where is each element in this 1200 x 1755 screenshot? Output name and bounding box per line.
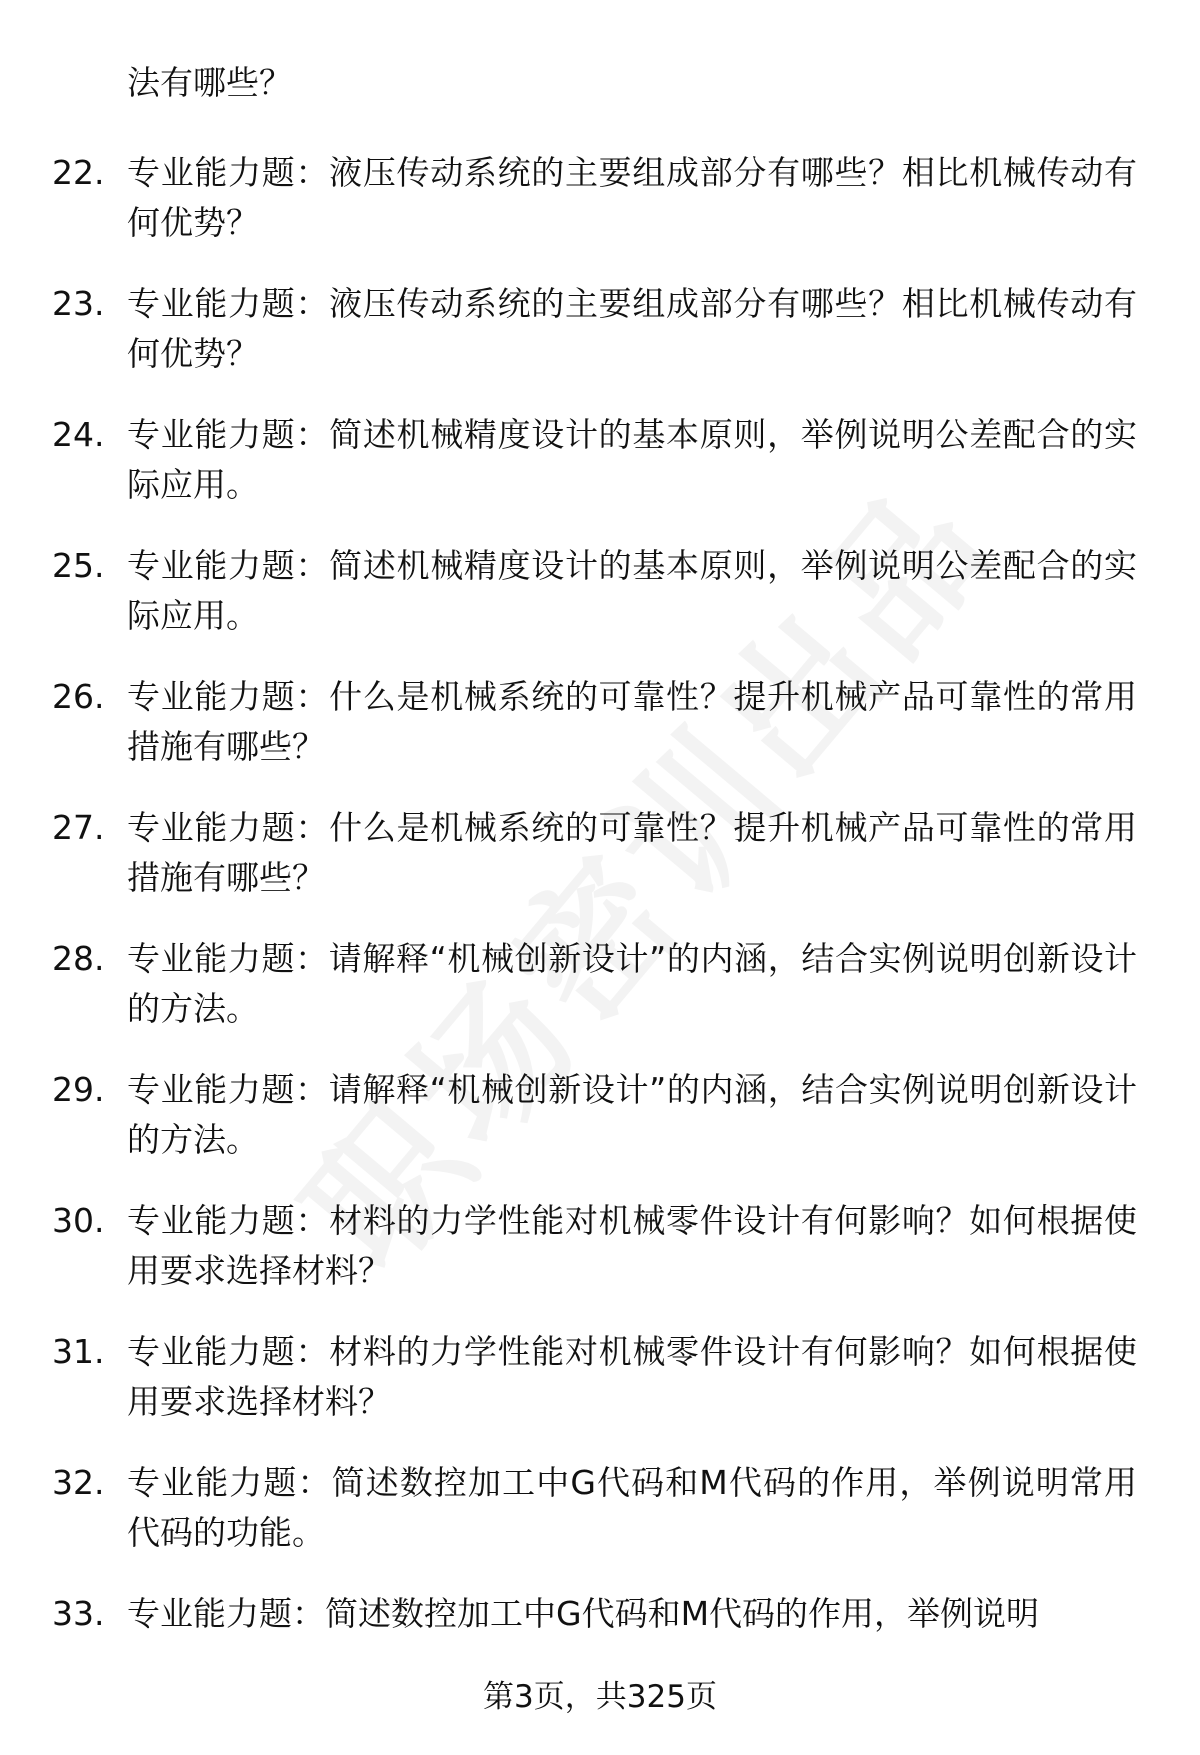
- question-text: 专业能力题：请解释“机械创新设计”的内涵，结合实例说明创新设计的方法。: [127, 939, 1137, 1028]
- list-item: [0, 279, 1200, 410]
- list-item: [0, 148, 1200, 279]
- question-number: 25.: [52, 546, 105, 585]
- question-number: 32.: [52, 1463, 105, 1502]
- question-number: 24.: [52, 415, 105, 454]
- list-item: [0, 541, 1200, 672]
- continuation-text: 法有哪些？: [127, 63, 292, 102]
- question-text: 专业能力题：简述数控加工中G代码和M代码的作用，举例说明: [127, 1594, 1040, 1633]
- list-item: [0, 1065, 1200, 1196]
- list-item: [0, 1458, 1200, 1589]
- question-number: 29.: [52, 1070, 105, 1109]
- question-text: 专业能力题：什么是机械系统的可靠性？提升机械产品可靠性的常用措施有哪些？: [127, 677, 1137, 766]
- question-number: 31.: [52, 1332, 105, 1371]
- question-number: 30.: [52, 1201, 105, 1240]
- page-footer: 第3页，共325页: [483, 1679, 717, 1715]
- question-number: 33.: [52, 1594, 105, 1633]
- question-text: 专业能力题：简述机械精度设计的基本原则，举例说明公差配合的实际应用。: [127, 546, 1137, 635]
- question-number: 23.: [52, 284, 105, 323]
- list-item: [0, 1327, 1200, 1458]
- list-item: [0, 1196, 1200, 1327]
- question-list: [0, 148, 1200, 1720]
- question-text: 专业能力题：材料的力学性能对机械零件设计有何影响？如何根据使用要求选择材料？: [127, 1201, 1137, 1290]
- question-text: 专业能力题：请解释“机械创新设计”的内涵，结合实例说明创新设计的方法。: [127, 1070, 1137, 1159]
- question-text: 专业能力题：什么是机械系统的可靠性？提升机械产品可靠性的常用措施有哪些？: [127, 808, 1137, 897]
- question-number: 27.: [52, 808, 105, 847]
- question-text: 专业能力题：液压传动系统的主要组成部分有哪些？相比机械传动有何优势？: [127, 284, 1137, 373]
- list-item: [0, 672, 1200, 803]
- question-text: 专业能力题：简述数控加工中G代码和M代码的作用，举例说明常用代码的功能。: [127, 1463, 1137, 1552]
- question-number: 22.: [52, 153, 105, 192]
- question-number: 26.: [52, 677, 105, 716]
- question-text: 专业能力题：液压传动系统的主要组成部分有哪些？相比机械传动有何优势？: [127, 153, 1137, 242]
- list-item: [0, 934, 1200, 1065]
- question-text: 专业能力题：简述机械精度设计的基本原则，举例说明公差配合的实际应用。: [127, 415, 1137, 504]
- question-text: 专业能力题：材料的力学性能对机械零件设计有何影响？如何根据使用要求选择材料？: [127, 1332, 1137, 1421]
- question-number: 28.: [52, 939, 105, 978]
- list-item: [0, 410, 1200, 541]
- list-item: [0, 803, 1200, 934]
